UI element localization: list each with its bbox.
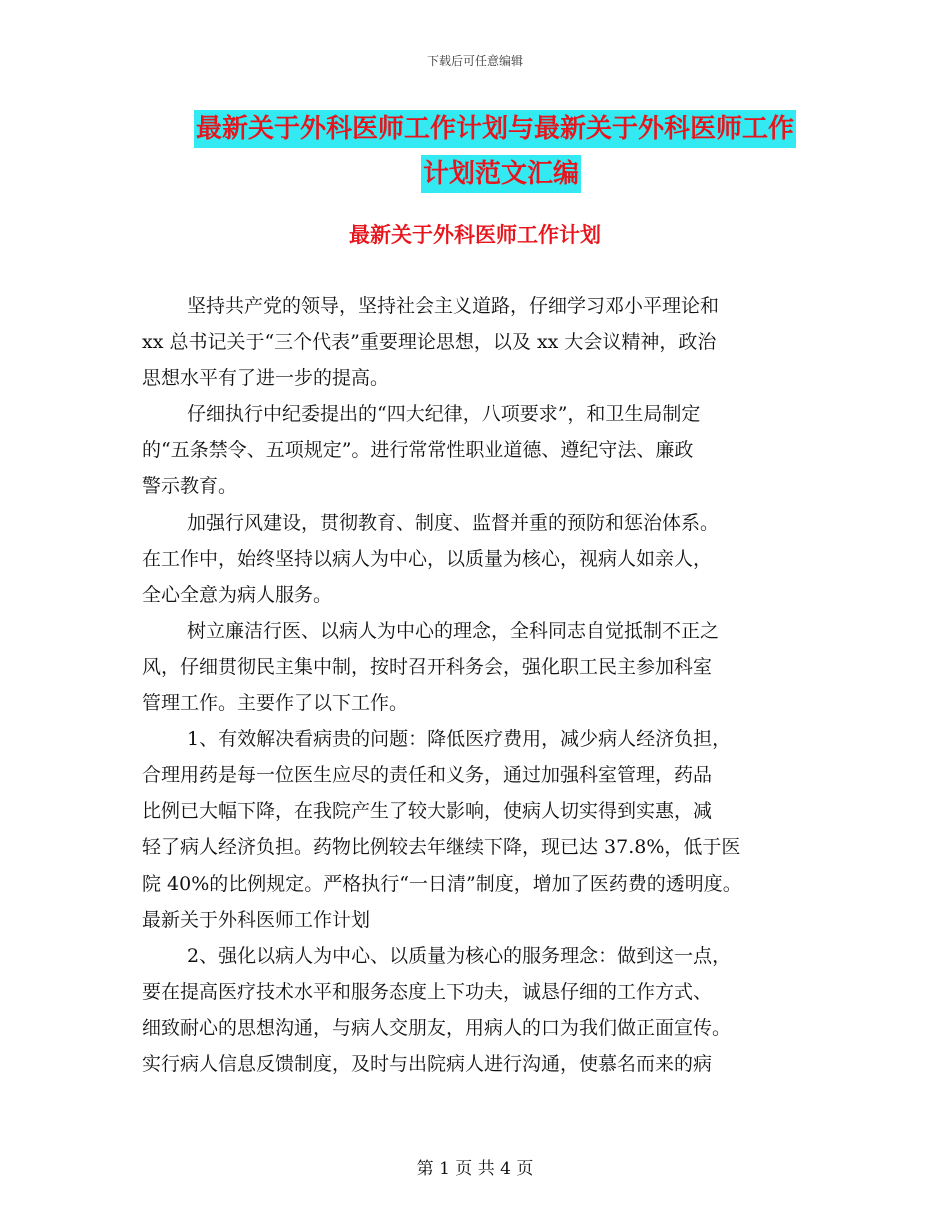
paragraph-line: 在工作中，始终坚持以病人为中心，以质量为核心，视病人如亲人，: [142, 547, 713, 570]
paragraph-line: xx 总书记关于“三个代表”重要理论思想，以及 xx 大会议精神，政治: [142, 331, 717, 354]
paragraph-line: 加强行风建设，贯彻教育、制度、监督并重的预防和惩治体系。: [187, 511, 720, 534]
paragraph-line: 实行病人信息反馈制度，及时与出院病人进行沟通，使慕名而来的病: [142, 1052, 713, 1075]
paragraph-line: 风，仔细贯彻民主集中制，按时召开科务会，强化职工民主参加科室: [142, 655, 713, 678]
section-title: 最新关于外科医师工作计划: [349, 223, 601, 247]
paragraph-line: 细致耐心的思想沟通，与病人交朋友，用病人的口为我们做正面宣传。: [142, 1016, 732, 1039]
paragraph-line: 坚持共产党的领导，坚持社会主义道路，仔细学习邓小平理论和: [187, 295, 720, 317]
paragraph-line: 院 40%的比例规定。严格执行“一日清”制度，增加了医药费的透明度。: [142, 872, 742, 895]
paragraph-line: 合理用药是每一位医生应尽的责任和义务，通过加强科室管理，药品: [142, 764, 713, 787]
inline-heading: 最新关于外科医师工作计划: [142, 908, 371, 931]
paragraph-line: 要在提高医疗技术水平和服务态度上下功夫，诚恳仔细的工作方式、: [142, 980, 713, 1003]
paragraph-line: 2、强化以病人为中心、以质量为核心的服务理念：做到这一点，: [187, 944, 732, 967]
paragraph-line: 警示教育。: [142, 475, 238, 498]
paragraph-line: 管理工作。主要作了以下工作。: [142, 692, 409, 715]
paragraph-line: 比例已大幅下降，在我院产生了较大影响，使病人切实得到实惠，减: [142, 800, 713, 823]
page-footer: 第 1 页 共 4 页: [416, 1159, 534, 1179]
paragraph-line: 的“五条禁令、五项规定”。进行常常性职业道德、遵纪守法、廉政: [142, 439, 694, 462]
paragraph-line: 轻了病人经济负担。药物比例较去年继续下降，现已达 37.8%，低于医: [142, 836, 741, 859]
paragraph-line: 1、有效解决看病贵的问题：降低医疗费用，减少病人经济负担，: [187, 728, 732, 751]
paragraph-line: 树立廉洁行医、以病人为中心的理念，全科同志自觉抵制不正之: [187, 619, 720, 642]
paragraph-line: 仔细执行中纪委提出的“四大纪律，八项要求”，和卫生局制定: [187, 403, 701, 426]
paragraph-line: 思想水平有了进一步的提高。: [142, 367, 390, 390]
page-header: 下载后可任意编辑: [426, 54, 523, 68]
body-text: [142, 288, 822, 1082]
title-line-2: 计划范文汇编: [421, 155, 581, 193]
paragraph-line: 全心全意为病人服务。: [142, 583, 333, 606]
title-line-1: 最新关于外科医师工作计划与最新关于外科医师工作: [194, 110, 796, 148]
